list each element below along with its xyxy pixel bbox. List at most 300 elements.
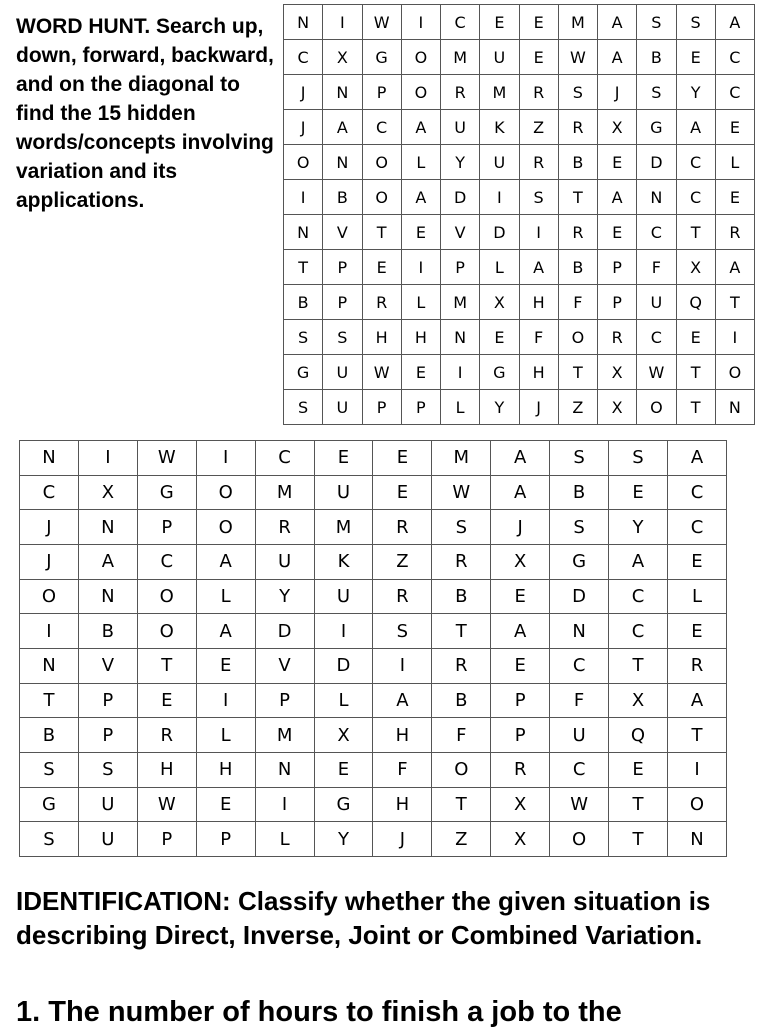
grid-cell: B <box>284 285 323 320</box>
grid-cell: E <box>137 683 196 718</box>
grid-cell: T <box>432 614 491 649</box>
grid-cell: S <box>519 180 558 215</box>
grid-cell: C <box>637 320 676 355</box>
grid-cell: S <box>676 5 715 40</box>
grid-cell: I <box>401 5 440 40</box>
grid-cell: C <box>676 145 715 180</box>
grid-cell: S <box>432 510 491 545</box>
grid-cell: E <box>667 544 726 579</box>
grid-cell: N <box>78 510 137 545</box>
grid-cell: I <box>255 787 314 822</box>
grid-cell: T <box>558 355 597 390</box>
grid-cell: O <box>284 145 323 180</box>
grid-cell: O <box>196 475 255 510</box>
grid-cell: N <box>284 5 323 40</box>
grid-cell: J <box>491 510 550 545</box>
grid-cell: R <box>491 752 550 787</box>
grid-cell: I <box>667 752 726 787</box>
grid-cell: H <box>519 285 558 320</box>
grid-cell: U <box>550 718 609 753</box>
grid-cell: M <box>255 475 314 510</box>
grid-cell: G <box>20 787 79 822</box>
grid-cell: A <box>667 441 726 476</box>
grid-cell: T <box>676 390 715 425</box>
grid-cell: N <box>20 648 79 683</box>
grid-cell: P <box>598 250 637 285</box>
grid-cell: X <box>598 355 637 390</box>
grid-cell: L <box>480 250 519 285</box>
grid-cell: U <box>323 355 362 390</box>
grid-cell: S <box>637 5 676 40</box>
grid-row <box>20 544 727 579</box>
grid-cell: M <box>480 75 519 110</box>
grid-cell: J <box>284 75 323 110</box>
grid-cell: S <box>637 75 676 110</box>
grid-cell: I <box>314 614 373 649</box>
grid-cell: T <box>432 787 491 822</box>
grid-cell: Z <box>519 110 558 145</box>
grid-cell: R <box>362 285 401 320</box>
grid-cell: J <box>519 390 558 425</box>
grid-cell: C <box>255 441 314 476</box>
grid-row <box>20 718 727 753</box>
grid-cell: A <box>715 250 754 285</box>
grid-cell: E <box>715 180 754 215</box>
grid-cell: E <box>373 475 432 510</box>
grid-cell: S <box>284 390 323 425</box>
grid-cell: T <box>609 822 668 857</box>
grid-cell: U <box>78 787 137 822</box>
grid-cell: O <box>637 390 676 425</box>
grid-cell: B <box>637 40 676 75</box>
grid-cell: W <box>137 787 196 822</box>
grid-cell: R <box>667 648 726 683</box>
grid-cell: S <box>20 752 79 787</box>
grid-cell: U <box>255 544 314 579</box>
grid-cell: O <box>715 355 754 390</box>
grid-row <box>20 475 727 510</box>
grid-cell: X <box>598 390 637 425</box>
grid-cell: O <box>137 614 196 649</box>
word-search-grid-large <box>19 440 727 857</box>
grid-cell: T <box>676 215 715 250</box>
grid-cell: A <box>401 110 440 145</box>
grid-cell: L <box>401 145 440 180</box>
grid-cell: P <box>362 390 401 425</box>
grid-cell: B <box>432 683 491 718</box>
grid-cell: O <box>667 787 726 822</box>
grid-cell: A <box>196 544 255 579</box>
grid-cell: J <box>598 75 637 110</box>
grid-cell: F <box>373 752 432 787</box>
grid-cell: O <box>432 752 491 787</box>
grid-cell: L <box>401 285 440 320</box>
grid-row <box>20 648 727 683</box>
grid-cell: V <box>78 648 137 683</box>
grid-cell: C <box>676 180 715 215</box>
grid-cell: I <box>196 683 255 718</box>
grid-row <box>20 683 727 718</box>
grid-cell: B <box>78 614 137 649</box>
grid-cell: A <box>598 180 637 215</box>
grid-cell: I <box>20 614 79 649</box>
question-1: 1. The number of hours to finish a job to the <box>16 996 622 1028</box>
grid-cell: I <box>196 441 255 476</box>
grid-cell: T <box>20 683 79 718</box>
grid-cell: X <box>78 475 137 510</box>
grid-cell: E <box>609 752 668 787</box>
grid-cell: Y <box>480 390 519 425</box>
grid-cell: L <box>667 579 726 614</box>
grid-cell: G <box>137 475 196 510</box>
grid-cell: A <box>598 5 637 40</box>
grid-cell: N <box>637 180 676 215</box>
grid-cell: E <box>667 614 726 649</box>
grid-row <box>284 320 755 355</box>
grid-cell: D <box>255 614 314 649</box>
grid-cell: V <box>255 648 314 683</box>
grid-cell: S <box>323 320 362 355</box>
grid-cell: I <box>441 355 480 390</box>
grid-cell: E <box>362 250 401 285</box>
grid-cell: P <box>598 285 637 320</box>
grid-cell: R <box>441 75 480 110</box>
grid-cell: C <box>609 579 668 614</box>
grid-cell: T <box>676 355 715 390</box>
grid-row <box>284 145 755 180</box>
grid-cell: T <box>667 718 726 753</box>
grid-cell: Z <box>432 822 491 857</box>
grid-cell: M <box>432 441 491 476</box>
grid-cell: E <box>480 320 519 355</box>
grid-cell: A <box>196 614 255 649</box>
grid-cell: Y <box>676 75 715 110</box>
grid-row <box>284 215 755 250</box>
grid-cell: N <box>255 752 314 787</box>
grid-cell: C <box>441 5 480 40</box>
grid-cell: I <box>401 250 440 285</box>
grid-row <box>20 787 727 822</box>
grid-row <box>284 40 755 75</box>
grid-cell: L <box>255 822 314 857</box>
grid-cell: L <box>196 718 255 753</box>
grid-cell: P <box>401 390 440 425</box>
grid-cell: G <box>550 544 609 579</box>
grid-cell: N <box>323 75 362 110</box>
grid-cell: C <box>550 648 609 683</box>
grid-cell: S <box>558 75 597 110</box>
grid-cell: F <box>432 718 491 753</box>
grid-cell: I <box>323 5 362 40</box>
grid-cell: P <box>491 683 550 718</box>
grid-cell: N <box>78 579 137 614</box>
grid-cell: N <box>441 320 480 355</box>
grid-cell: R <box>137 718 196 753</box>
grid-cell: S <box>550 510 609 545</box>
grid-cell: P <box>78 683 137 718</box>
grid-cell: T <box>362 215 401 250</box>
grid-cell: P <box>491 718 550 753</box>
grid-cell: Q <box>676 285 715 320</box>
grid-cell: W <box>432 475 491 510</box>
grid-cell: I <box>78 441 137 476</box>
grid-cell: U <box>78 822 137 857</box>
grid-cell: E <box>314 752 373 787</box>
grid-cell: P <box>196 822 255 857</box>
grid-cell: A <box>667 683 726 718</box>
grid-cell: B <box>550 475 609 510</box>
grid-row <box>284 110 755 145</box>
grid-cell: D <box>550 579 609 614</box>
grid-cell: L <box>314 683 373 718</box>
grid-cell: V <box>323 215 362 250</box>
grid-cell: O <box>401 75 440 110</box>
grid-cell: Y <box>441 145 480 180</box>
grid-cell: P <box>441 250 480 285</box>
grid-cell: T <box>558 180 597 215</box>
grid-cell: G <box>314 787 373 822</box>
grid-cell: V <box>441 215 480 250</box>
grid-cell: H <box>401 320 440 355</box>
grid-cell: R <box>519 145 558 180</box>
grid-cell: C <box>667 510 726 545</box>
grid-cell: E <box>519 40 558 75</box>
grid-cell: M <box>558 5 597 40</box>
grid-cell: R <box>519 75 558 110</box>
grid-cell: R <box>432 544 491 579</box>
identification-instructions: IDENTIFICATION: Classify whether the given situation is describing Direct, Inverse, Joint or Combined Variation. <box>16 886 711 950</box>
grid-cell: P <box>78 718 137 753</box>
grid-cell: F <box>550 683 609 718</box>
grid-cell: H <box>137 752 196 787</box>
grid-cell: P <box>137 822 196 857</box>
grid-cell: E <box>519 5 558 40</box>
grid-cell: A <box>715 5 754 40</box>
word-hunt-instructions: WORD HUNT. Search up, down, forward, backward, and on the diagonal to find the 15 hidden words/concepts involving variation and its applications. <box>16 15 274 212</box>
grid-cell: E <box>598 215 637 250</box>
grid-cell: Z <box>373 544 432 579</box>
word-search-grid-small <box>283 4 755 425</box>
grid-cell: W <box>558 40 597 75</box>
grid-cell: P <box>255 683 314 718</box>
grid-cell: E <box>401 355 440 390</box>
grid-cell: S <box>20 822 79 857</box>
grid-cell: W <box>362 5 401 40</box>
grid-cell: C <box>284 40 323 75</box>
grid-cell: C <box>20 475 79 510</box>
grid-cell: G <box>480 355 519 390</box>
grid-cell: J <box>284 110 323 145</box>
grid-cell: S <box>550 441 609 476</box>
grid-cell: I <box>519 215 558 250</box>
grid-cell: B <box>323 180 362 215</box>
grid-cell: U <box>441 110 480 145</box>
grid-cell: E <box>676 40 715 75</box>
grid-cell: P <box>137 510 196 545</box>
grid-cell: H <box>373 718 432 753</box>
grid-row <box>284 5 755 40</box>
grid-cell: J <box>373 822 432 857</box>
grid-cell: A <box>491 475 550 510</box>
grid-cell: E <box>491 648 550 683</box>
grid-cell: B <box>558 145 597 180</box>
grid-cell: A <box>491 441 550 476</box>
grid-cell: W <box>362 355 401 390</box>
grid-row <box>20 579 727 614</box>
grid-cell: H <box>373 787 432 822</box>
grid-cell: D <box>314 648 373 683</box>
grid-cell: B <box>558 250 597 285</box>
grid-cell: E <box>401 215 440 250</box>
grid-cell: E <box>196 787 255 822</box>
grid-cell: O <box>20 579 79 614</box>
grid-cell: W <box>137 441 196 476</box>
grid-cell: C <box>715 75 754 110</box>
grid-cell: S <box>609 441 668 476</box>
grid-cell: C <box>637 215 676 250</box>
grid-cell: C <box>667 475 726 510</box>
grid-row <box>20 441 727 476</box>
grid-cell: O <box>401 40 440 75</box>
grid-cell: X <box>314 718 373 753</box>
grid-cell: R <box>598 320 637 355</box>
grid-cell: C <box>550 752 609 787</box>
grid-cell: I <box>373 648 432 683</box>
grid-cell: T <box>284 250 323 285</box>
grid-cell: N <box>667 822 726 857</box>
grid-cell: S <box>284 320 323 355</box>
grid-cell: J <box>20 510 79 545</box>
grid-cell: F <box>558 285 597 320</box>
grid-cell: E <box>314 441 373 476</box>
grid-cell: A <box>323 110 362 145</box>
grid-cell: C <box>609 614 668 649</box>
grid-cell: J <box>20 544 79 579</box>
grid-cell: A <box>491 614 550 649</box>
grid-cell: H <box>519 355 558 390</box>
grid-cell: E <box>676 320 715 355</box>
grid-cell: M <box>314 510 373 545</box>
grid-cell: L <box>196 579 255 614</box>
grid-cell: O <box>550 822 609 857</box>
grid-cell: U <box>480 40 519 75</box>
grid-cell: R <box>373 579 432 614</box>
grid-cell: E <box>609 475 668 510</box>
grid-cell: R <box>558 110 597 145</box>
grid-cell: X <box>323 40 362 75</box>
grid-cell: O <box>362 145 401 180</box>
grid-cell: X <box>598 110 637 145</box>
grid-cell: I <box>715 320 754 355</box>
grid-cell: A <box>609 544 668 579</box>
grid-cell: I <box>480 180 519 215</box>
grid-cell: N <box>284 215 323 250</box>
grid-cell: M <box>441 40 480 75</box>
grid-cell: P <box>323 285 362 320</box>
grid-cell: G <box>284 355 323 390</box>
grid-row <box>284 355 755 390</box>
grid-cell: A <box>78 544 137 579</box>
grid-cell: I <box>284 180 323 215</box>
grid-cell: Z <box>558 390 597 425</box>
grid-cell: X <box>491 787 550 822</box>
grid-cell: W <box>550 787 609 822</box>
grid-cell: A <box>401 180 440 215</box>
grid-cell: U <box>637 285 676 320</box>
grid-cell: K <box>480 110 519 145</box>
grid-cell: O <box>137 579 196 614</box>
grid-row <box>284 75 755 110</box>
grid-cell: E <box>196 648 255 683</box>
grid-cell: P <box>362 75 401 110</box>
grid-cell: G <box>362 40 401 75</box>
grid-cell: N <box>550 614 609 649</box>
grid-row <box>20 510 727 545</box>
grid-cell: P <box>323 250 362 285</box>
grid-row <box>20 822 727 857</box>
grid-cell: D <box>441 180 480 215</box>
grid-cell: Y <box>255 579 314 614</box>
grid-cell: A <box>598 40 637 75</box>
grid-cell: X <box>676 250 715 285</box>
grid-cell: N <box>715 390 754 425</box>
grid-cell: C <box>362 110 401 145</box>
grid-cell: G <box>637 110 676 145</box>
grid-cell: D <box>637 145 676 180</box>
grid-cell: R <box>558 215 597 250</box>
grid-row <box>284 180 755 215</box>
grid-cell: Q <box>609 718 668 753</box>
grid-cell: X <box>491 822 550 857</box>
grid-cell: U <box>314 475 373 510</box>
grid-cell: X <box>609 683 668 718</box>
grid-cell: H <box>196 752 255 787</box>
grid-cell: M <box>441 285 480 320</box>
grid-cell: L <box>441 390 480 425</box>
grid-cell: A <box>519 250 558 285</box>
grid-cell: Y <box>314 822 373 857</box>
grid-cell: E <box>480 5 519 40</box>
grid-cell: E <box>598 145 637 180</box>
grid-cell: M <box>255 718 314 753</box>
grid-cell: X <box>491 544 550 579</box>
grid-cell: S <box>78 752 137 787</box>
grid-cell: N <box>323 145 362 180</box>
grid-cell: C <box>137 544 196 579</box>
grid-row <box>20 614 727 649</box>
grid-cell: A <box>373 683 432 718</box>
grid-cell: F <box>637 250 676 285</box>
grid-cell: B <box>432 579 491 614</box>
grid-cell: T <box>609 648 668 683</box>
grid-cell: A <box>676 110 715 145</box>
grid-cell: U <box>323 390 362 425</box>
grid-cell: W <box>637 355 676 390</box>
grid-cell: H <box>362 320 401 355</box>
grid-cell: E <box>715 110 754 145</box>
grid-cell: O <box>362 180 401 215</box>
grid-row <box>284 285 755 320</box>
grid-cell: R <box>432 648 491 683</box>
grid-cell: L <box>715 145 754 180</box>
grid-cell: R <box>715 215 754 250</box>
grid-cell: U <box>314 579 373 614</box>
grid-cell: R <box>373 510 432 545</box>
grid-row <box>284 250 755 285</box>
grid-cell: X <box>480 285 519 320</box>
grid-cell: T <box>609 787 668 822</box>
grid-cell: O <box>558 320 597 355</box>
